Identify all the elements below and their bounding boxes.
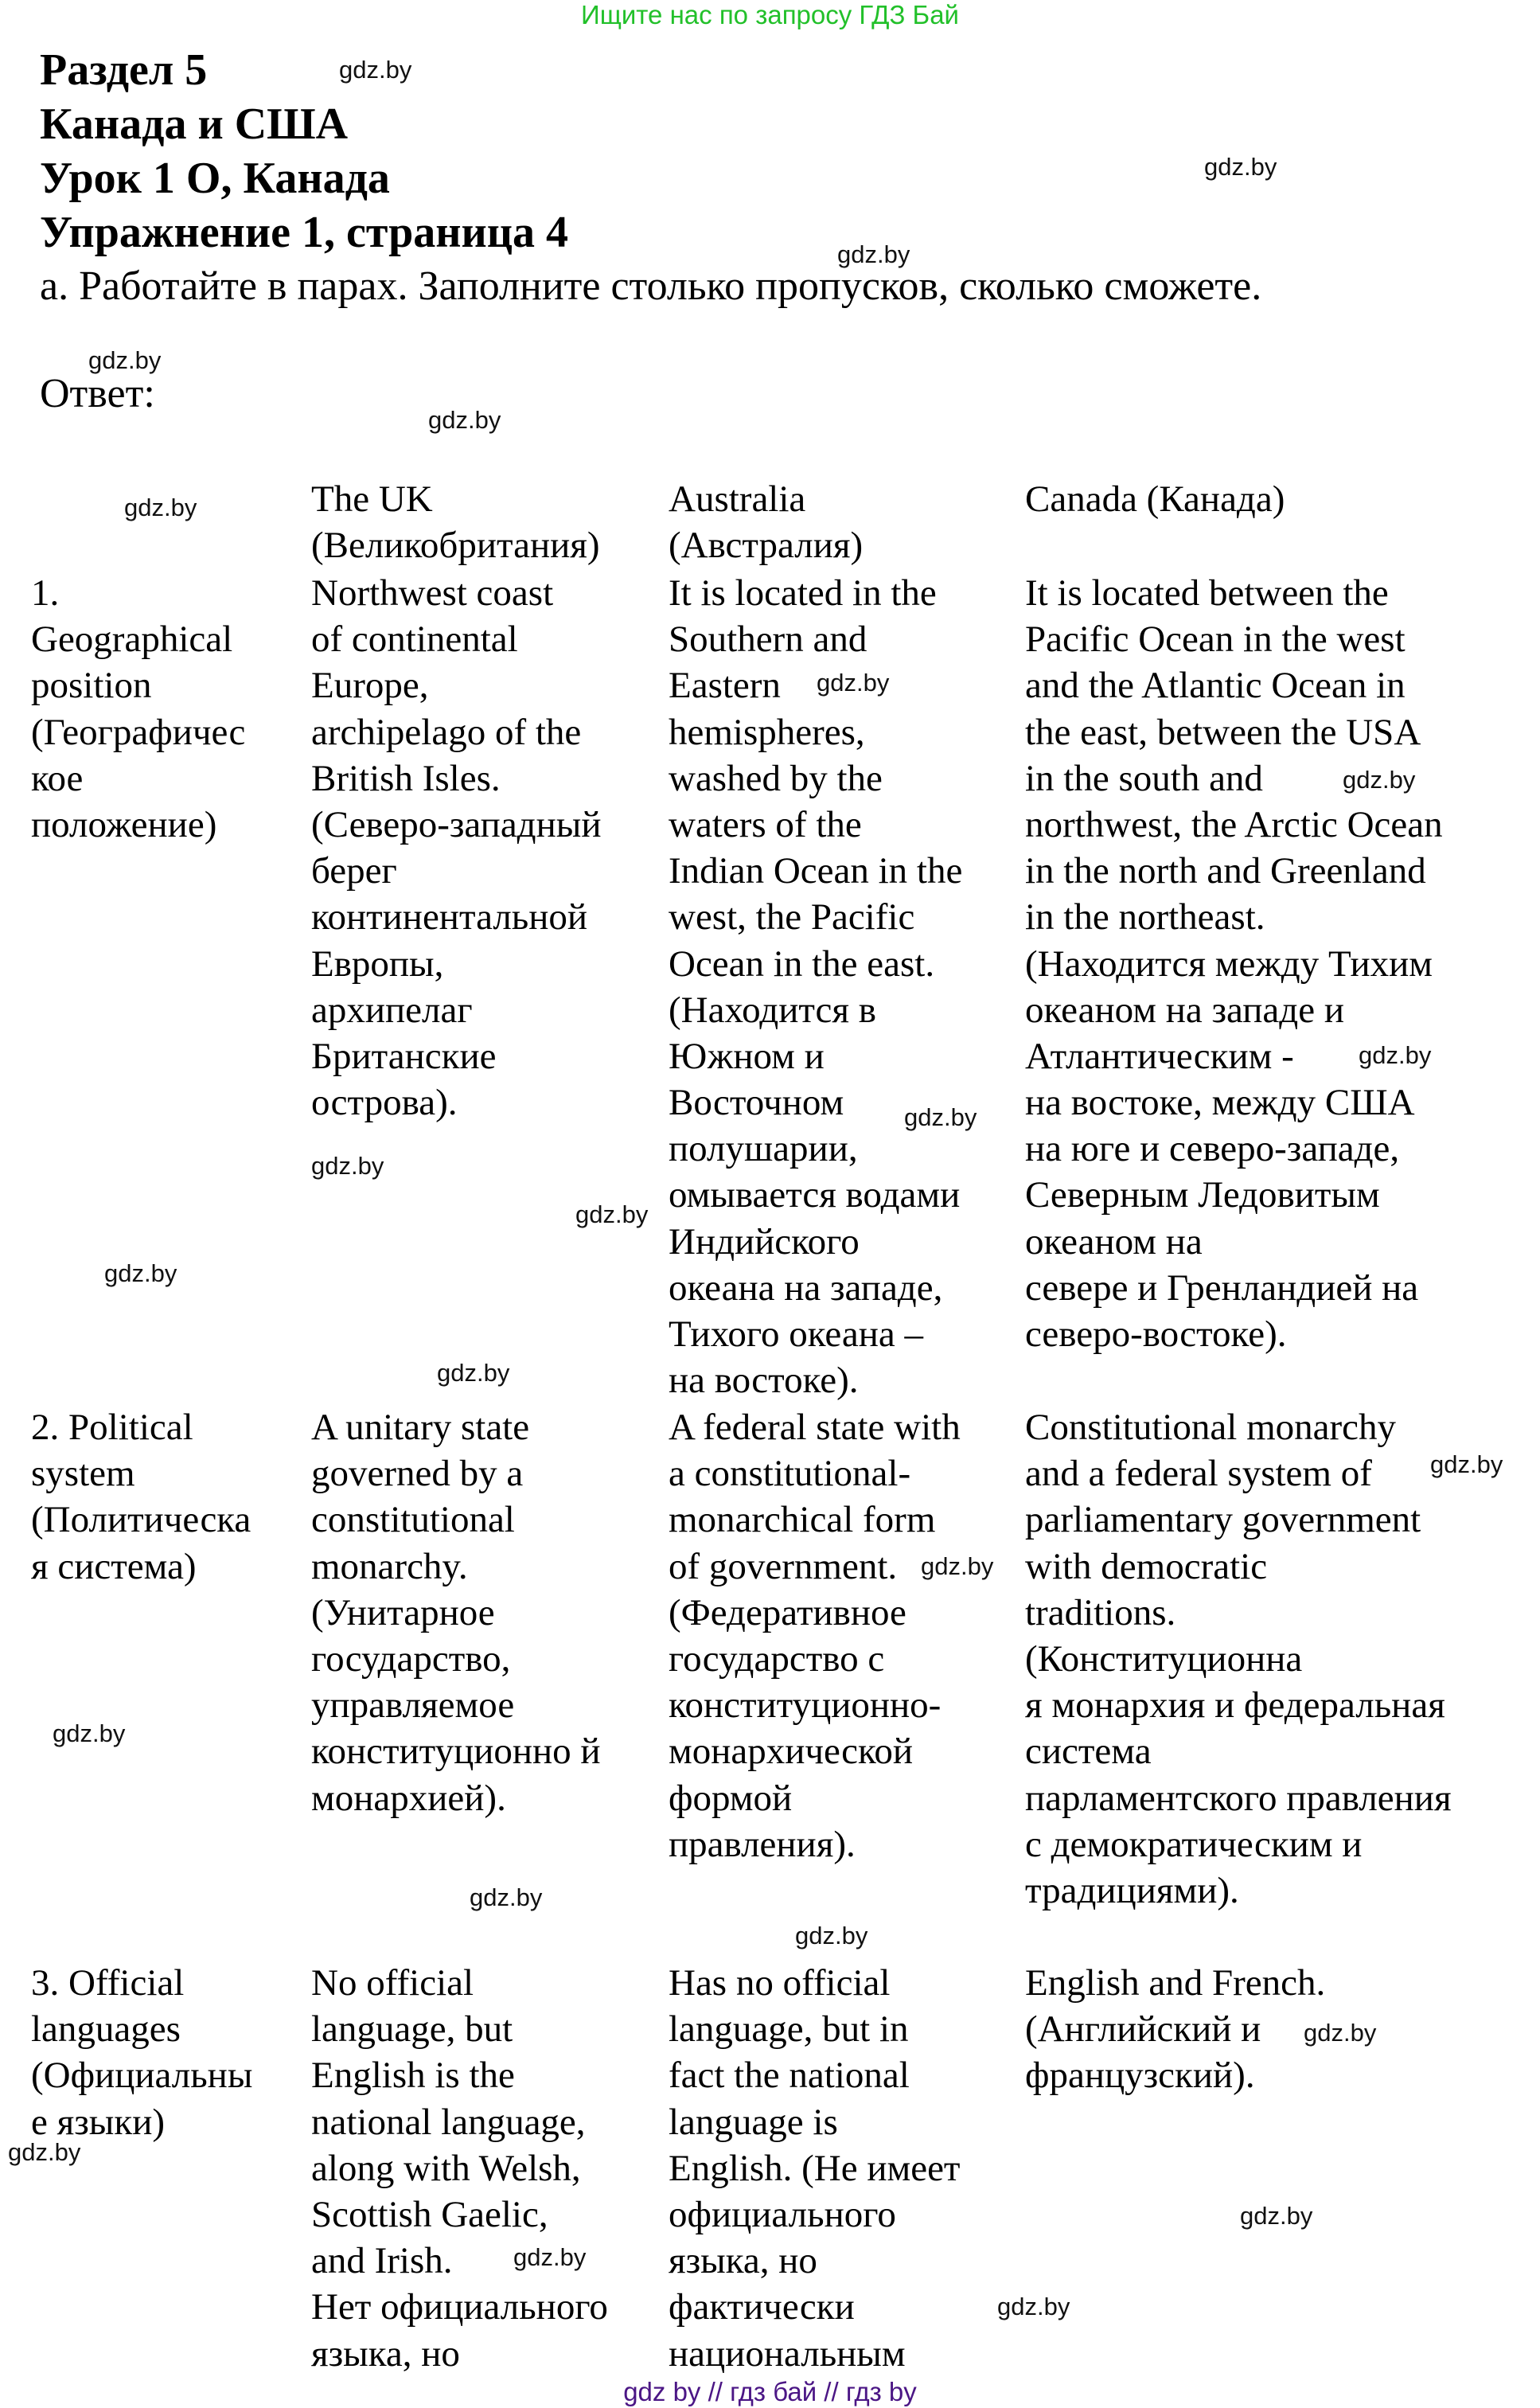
- watermark: gdz.by: [1240, 2202, 1313, 2230]
- cell-line: Тихого океана –: [669, 1313, 923, 1355]
- cell-line: Британские: [311, 1035, 497, 1077]
- cell-line: (Австралия): [669, 525, 864, 567]
- cell-line: с демократическим и: [1025, 1823, 1363, 1865]
- watermark: gdz.by: [1430, 1450, 1503, 1478]
- cell-line: национальным: [669, 2332, 906, 2375]
- cell-line: полушарии,: [669, 1128, 858, 1170]
- cell-line: (Унитарное: [311, 1591, 495, 1633]
- watermark: gdz.by: [921, 1552, 994, 1580]
- cell-line: (Великобритания): [311, 525, 600, 567]
- cell-line: континентальной: [311, 896, 588, 939]
- cell-line: in the north and Greenland: [1025, 850, 1426, 892]
- cell-line: Southern and: [669, 619, 867, 661]
- answer-label: Ответ:: [40, 371, 155, 416]
- cell-line: Indian Ocean in the: [669, 850, 963, 892]
- watermark: gdz.by: [904, 1103, 977, 1131]
- cell-line: monarchical form: [669, 1499, 936, 1541]
- watermark: gdz.by: [1343, 766, 1416, 794]
- table-cell-canada: [1025, 1960, 1325, 2099]
- cell-line: конституционно-: [669, 1684, 942, 1727]
- search-banner[interactable]: Ищите нас по запросу ГДЗ Бай: [581, 0, 959, 29]
- watermark: gdz.by: [339, 56, 412, 84]
- cell-line: (Северо-западный: [311, 803, 602, 845]
- cell-line: Южном и: [669, 1035, 825, 1077]
- task-text: а. Работайте в парах. Заполните столько пропусков, сколько сможете.: [40, 263, 1262, 309]
- cell-line: Pacific Ocean in the west: [1025, 619, 1405, 661]
- watermark: gdz.by: [311, 1152, 384, 1180]
- cell-line: 2. Political: [31, 1407, 193, 1448]
- cell-line: of government.: [669, 1545, 898, 1587]
- cell-line: No official: [311, 1962, 474, 2004]
- watermark: gdz.by: [997, 2293, 1070, 2320]
- cell-line: океаном на: [1025, 1220, 1203, 1263]
- cell-line: It is located between the: [1025, 572, 1389, 614]
- watermark: gdz.by: [837, 240, 910, 268]
- cell-line: языка, но: [669, 2240, 817, 2282]
- cell-line: северо-востоке).: [1025, 1313, 1287, 1355]
- cell-line: Canada (Канада): [1025, 478, 1285, 520]
- watermark: gdz.by: [88, 346, 162, 374]
- watermark: gdz.by: [104, 1259, 177, 1287]
- watermark: gdz.by: [437, 1359, 510, 1387]
- cell-line: language, but in: [669, 2008, 909, 2051]
- cell-line: острова).: [311, 1082, 458, 1124]
- cell-line: in the south and: [1025, 757, 1263, 799]
- cell-line: system: [31, 1453, 135, 1495]
- cell-line: British Isles.: [311, 757, 501, 799]
- cell-line: Ocean in the east.: [669, 943, 935, 985]
- cell-line: washed by the: [669, 757, 883, 799]
- table-cell-australia: [669, 570, 962, 1403]
- cell-line: governed by a: [311, 1453, 524, 1495]
- watermark: gdz.by: [8, 2138, 81, 2166]
- cell-line: A federal state with: [669, 1407, 961, 1448]
- watermark: gdz.by: [1359, 1041, 1432, 1069]
- cell-line: севере и Гренландией на: [1025, 1266, 1419, 1309]
- watermark: gdz.by: [53, 1719, 126, 1747]
- cell-line: Северным Ледовитым: [1025, 1174, 1380, 1216]
- cell-line: (Федеративное: [669, 1591, 906, 1633]
- cell-line: (Географичес: [31, 711, 246, 753]
- cell-line: in the northeast.: [1025, 896, 1265, 939]
- cell-line: (Находится в: [669, 989, 876, 1031]
- watermark: gdz.by: [124, 494, 197, 521]
- watermark: gdz.by: [575, 1200, 649, 1228]
- column-header: [1025, 476, 1285, 522]
- watermark: gdz.by: [1304, 2019, 1377, 2047]
- cell-line: Нет официального: [311, 2286, 608, 2328]
- cell-line: constitutional: [311, 1499, 515, 1541]
- watermark: gdz.by: [795, 1922, 868, 1949]
- cell-line: of continental: [311, 619, 518, 661]
- row-label: [31, 1960, 252, 2145]
- cell-line: Has no official: [669, 1962, 891, 2004]
- cell-line: waters of the: [669, 803, 862, 845]
- cell-line: west, the Pacific: [669, 896, 915, 939]
- table-cell-canada: [1025, 1404, 1452, 1914]
- cell-line: формой: [669, 1777, 793, 1819]
- table-cell-uk: [311, 1404, 601, 1821]
- cell-line: traditions.: [1025, 1591, 1176, 1633]
- cell-line: and Irish.: [311, 2240, 453, 2282]
- cell-line: Индийского: [669, 1220, 860, 1263]
- cell-line: language, but: [311, 2008, 513, 2051]
- table-cell-uk: [311, 1960, 608, 2377]
- cell-line: парламентского правления: [1025, 1777, 1452, 1819]
- watermark: gdz.by: [470, 1883, 543, 1911]
- cell-line: французский).: [1025, 2055, 1255, 2097]
- cell-line: and a federal system of: [1025, 1453, 1372, 1495]
- cell-line: кое: [31, 757, 84, 799]
- cell-line: Australia: [669, 478, 806, 520]
- cell-line: languages: [31, 2008, 181, 2051]
- cell-line: берег: [311, 850, 397, 892]
- table-cell-uk: [311, 570, 601, 1126]
- cell-line: на востоке).: [669, 1360, 859, 1402]
- cell-line: океана на западе,: [669, 1266, 943, 1309]
- table-cell-canada: [1025, 570, 1443, 1357]
- cell-line: position: [31, 665, 152, 707]
- cell-line: е языки): [31, 2101, 166, 2143]
- cell-line: Constitutional monarchy: [1025, 1407, 1397, 1448]
- exercise-title: Упражнение 1, страница 4: [40, 208, 569, 257]
- cell-line: language is: [669, 2101, 838, 2143]
- watermark: gdz.by: [817, 669, 890, 697]
- cell-line: я система): [31, 1545, 197, 1587]
- cell-line: традициями).: [1025, 1869, 1239, 1911]
- cell-line: Атлантическим -: [1025, 1035, 1294, 1077]
- table-cell-australia: [669, 1404, 961, 1867]
- cell-line: (Политическа: [31, 1499, 251, 1541]
- cell-line: положение): [31, 803, 217, 845]
- cell-line: государство с: [669, 1637, 885, 1680]
- column-header: [311, 476, 600, 568]
- cell-line: на юге и северо-западе,: [1025, 1128, 1400, 1170]
- cell-line: national language,: [311, 2101, 586, 2143]
- cell-line: Scottish Gaelic,: [311, 2193, 548, 2235]
- lesson-title: Урок 1 О, Канада: [40, 154, 390, 203]
- cell-line: (Официальны: [31, 2055, 253, 2097]
- cell-line: Eastern: [669, 665, 781, 707]
- cell-line: Europe,: [311, 665, 429, 707]
- cell-line: Northwest coast: [311, 572, 554, 614]
- cell-line: English. (Не имеет: [669, 2147, 961, 2189]
- row-label: [31, 1404, 251, 1590]
- cell-line: я монархия и федеральная: [1025, 1684, 1445, 1727]
- cell-line: a constitutional-: [669, 1453, 911, 1495]
- column-header: [669, 476, 863, 568]
- cell-line: English and French.: [1025, 1962, 1326, 2004]
- cell-line: 3. Official: [31, 1962, 185, 2004]
- watermark: gdz.by: [428, 406, 501, 434]
- cell-line: A unitary state: [311, 1407, 530, 1448]
- cell-line: (Английский и: [1025, 2008, 1261, 2051]
- footer-links[interactable]: gdz by // гдз бай // гдз by: [623, 2377, 917, 2406]
- cell-line: hemispheres,: [669, 711, 865, 753]
- watermark: gdz.by: [1204, 153, 1277, 181]
- cell-line: конституционно й: [311, 1731, 601, 1773]
- cell-line: parliamentary government: [1025, 1499, 1421, 1541]
- cell-line: омывается водами: [669, 1174, 961, 1216]
- section-title: Раздел 5: [40, 45, 208, 95]
- table-cell-australia: [669, 1960, 960, 2377]
- cell-line: with democratic: [1025, 1545, 1268, 1587]
- cell-line: It is located in the: [669, 572, 937, 614]
- cell-line: правления).: [669, 1823, 856, 1865]
- cell-line: the east, between the USA: [1025, 711, 1421, 753]
- cell-line: официального: [669, 2193, 896, 2235]
- cell-line: фактически: [669, 2286, 855, 2328]
- cell-line: океаном на западе и: [1025, 989, 1344, 1031]
- cell-line: монархией).: [311, 1777, 506, 1819]
- cell-line: fact the national: [669, 2055, 910, 2097]
- cell-line: Geographical: [31, 619, 233, 661]
- cell-line: English is the: [311, 2055, 515, 2097]
- cell-line: на востоке, между США: [1025, 1082, 1415, 1124]
- cell-line: archipelago of the: [311, 711, 582, 753]
- unit-title: Канада и США: [40, 100, 349, 149]
- cell-line: система: [1025, 1731, 1152, 1773]
- cell-line: northwest, the Arctic Ocean: [1025, 803, 1443, 845]
- cell-line: monarchy.: [311, 1545, 468, 1587]
- cell-line: along with Welsh,: [311, 2147, 581, 2189]
- cell-line: монархической: [669, 1731, 914, 1773]
- cell-line: (Находится между Тихим: [1025, 943, 1433, 985]
- cell-line: управляемое: [311, 1684, 515, 1727]
- cell-line: and the Atlantic Ocean in: [1025, 665, 1405, 707]
- cell-line: архипелаг: [311, 989, 473, 1031]
- row-label: [31, 570, 245, 848]
- cell-line: (Конституционна: [1025, 1637, 1303, 1680]
- cell-line: Европы,: [311, 943, 444, 985]
- cell-line: Восточном: [669, 1082, 844, 1124]
- cell-line: The UK: [311, 478, 433, 520]
- cell-line: 1.: [31, 572, 60, 614]
- cell-line: государство,: [311, 1637, 511, 1680]
- watermark: gdz.by: [513, 2243, 587, 2271]
- cell-line: языка, но: [311, 2332, 460, 2375]
